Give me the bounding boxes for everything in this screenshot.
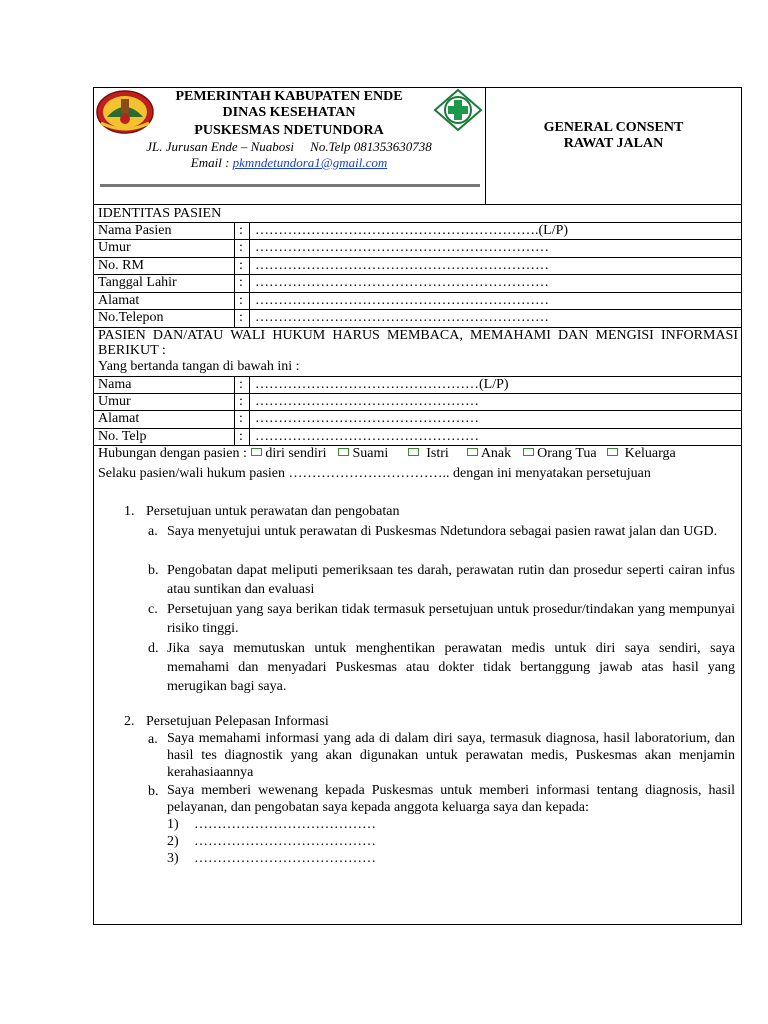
row-label: Tanggal Lahir <box>98 275 177 290</box>
checkbox-suami[interactable] <box>338 448 349 456</box>
option-label: Suami <box>352 446 389 461</box>
row-label: No.Telepon <box>98 310 164 325</box>
item-letter: a. <box>148 524 158 539</box>
rule <box>94 204 741 205</box>
hubungan-label: Hubungan dengan pasien : <box>98 446 251 461</box>
section2-number: 2. <box>124 714 135 729</box>
row-label: Alamat <box>98 293 140 308</box>
row-colon: : <box>239 240 243 255</box>
header-address: JL. Jurusan Ende – Nuabosi No.Telp 081353630738 <box>146 139 432 154</box>
identitas-heading: IDENTITAS PASIEN <box>98 206 222 221</box>
row-colon: : <box>239 293 243 308</box>
hubungan-row <box>98 446 676 462</box>
list-number: 3) <box>167 851 179 866</box>
section2-item-a: Saya memahami informasi yang ada di dalam diri saya, termasuk diagnosa, hasil laboratorium, dan hasil tes diagnostik yang akan digunakan untuk perawatan medis, Puskesmas akan menjamin kerahasiaannya <box>167 731 735 780</box>
recipient-2-field[interactable]: ………………………………… <box>194 834 376 849</box>
row-colon: : <box>239 377 243 392</box>
checkbox-istri[interactable] <box>408 448 419 456</box>
wali-telp-field[interactable]: ………………………………………… <box>255 429 479 444</box>
email-link[interactable]: pkmndetundora1@gmail.com <box>232 155 388 170</box>
row-colon: : <box>239 394 243 409</box>
row-colon: : <box>239 275 243 290</box>
form-title-1: GENERAL CONSENT <box>543 120 684 135</box>
row-colon: : <box>239 429 243 444</box>
row-label: Umur <box>98 240 131 255</box>
header-email-line <box>114 155 464 171</box>
row-label: Nama Pasien <box>98 223 172 238</box>
row-label: No. Telp <box>98 429 147 444</box>
item-letter: a. <box>148 732 158 747</box>
row-colon: : <box>239 411 243 426</box>
option-label: Anak <box>480 446 512 461</box>
consent-form <box>93 87 742 925</box>
header-divider <box>100 184 480 187</box>
puskesmas-logo-icon <box>433 89 483 131</box>
option-label: diri sendiri <box>265 446 327 461</box>
row-colon: : <box>239 310 243 325</box>
checkbox-orang-tua[interactable] <box>523 448 534 456</box>
umur-field[interactable]: ……………………………………………………… <box>255 240 549 255</box>
nama-pasien-field[interactable]: …………………………………………………….(L/P) <box>255 223 569 238</box>
header-gov: PEMERINTAH KABUPATEN ENDE <box>175 89 403 104</box>
option-label: Orang Tua <box>537 446 597 461</box>
no-rm-field[interactable]: ……………………………………………………… <box>255 258 549 273</box>
alamat-field[interactable]: ……………………………………………………… <box>255 293 549 308</box>
recipient-1-field[interactable]: ………………………………… <box>194 817 376 832</box>
checkbox-diri-sendiri[interactable] <box>251 448 262 456</box>
header-dept: DINAS KESEHATAN <box>222 105 356 120</box>
section2-title: Persetujuan Pelepasan Informasi <box>146 714 329 729</box>
option-label: Istri <box>426 446 449 461</box>
row-label: No. RM <box>98 258 144 273</box>
no-telepon-field[interactable]: ……………………………………………………… <box>255 310 549 325</box>
section1-item-a: Saya menyetujui untuk perawatan di Puskesmas Ndetundora sebagai pasien rawat jalan dan UGD. <box>167 524 718 539</box>
row-colon: : <box>239 258 243 273</box>
section1-item-b: Pengobatan dapat meliputi pemeriksaan tes darah, perawatan rutin dan prosedur seperti cairan infus atau suntikan dan evaluasi <box>167 563 735 597</box>
consent-statement: Selaku pasien/wali hukum pasien …………………………….. dengan ini menyatakan persetujuan <box>98 466 651 481</box>
email-label: Email : <box>190 155 233 170</box>
recipient-3-field[interactable]: ………………………………… <box>194 851 376 866</box>
checkbox-anak[interactable] <box>467 448 478 456</box>
wali-intro: Yang bertanda tangan di bawah ini : <box>98 359 300 374</box>
list-number: 1) <box>167 817 179 832</box>
header-facility: PUSKESMAS NDETUNDORA <box>194 123 384 138</box>
item-letter: c. <box>148 602 158 617</box>
section1-item-c: Persetujuan yang saya berikan tidak termasuk persetujuan untuk prosedur/tindakan yang mempunyai risiko tinggi. <box>167 602 735 636</box>
wali-umur-field[interactable]: ………………………………………… <box>255 394 479 409</box>
wali-nama-field[interactable]: …………………………………………(L/P) <box>255 377 509 392</box>
item-letter: d. <box>148 641 159 656</box>
section1-title: Persetujuan untuk perawatan dan pengobatan <box>146 504 400 519</box>
wali-alamat-field[interactable]: ………………………………………… <box>255 411 479 426</box>
list-number: 2) <box>167 834 179 849</box>
row-label: Nama <box>98 377 132 392</box>
form-title-2: RAWAT JALAN <box>563 136 664 151</box>
row-colon: : <box>239 223 243 238</box>
item-letter: b. <box>148 563 159 578</box>
section1-item-d: Jika saya memutuskan untuk menghentikan perawatan medis untuk diri saya sendiri, saya memahami dan menyadari Puskesmas atau dokter tidak bertanggung jawab atas hasil yang merugikan bagi saya. <box>167 641 735 694</box>
section1-number: 1. <box>124 504 135 519</box>
tanggal-lahir-field[interactable]: ……………………………………………………… <box>255 275 549 290</box>
option-label: Keluarga <box>624 446 676 461</box>
wali-instruction: PASIEN DAN/ATAU WALI HUKUM HARUS MEMBACA, MEMAHAMI DAN MENGISI INFORMASI BERIKUT : <box>98 328 738 358</box>
checkbox-keluarga[interactable] <box>607 448 618 456</box>
row-label: Alamat <box>98 411 140 426</box>
item-letter: b. <box>148 784 159 799</box>
section2-item-b: Saya memberi wewenang kepada Puskesmas untuk memberi informasi tentang diagnosis, hasil pelayanan, dan pengobatan saya kepada anggota keluarga saya dan kepada: <box>167 783 735 815</box>
row-label: Umur <box>98 394 131 409</box>
